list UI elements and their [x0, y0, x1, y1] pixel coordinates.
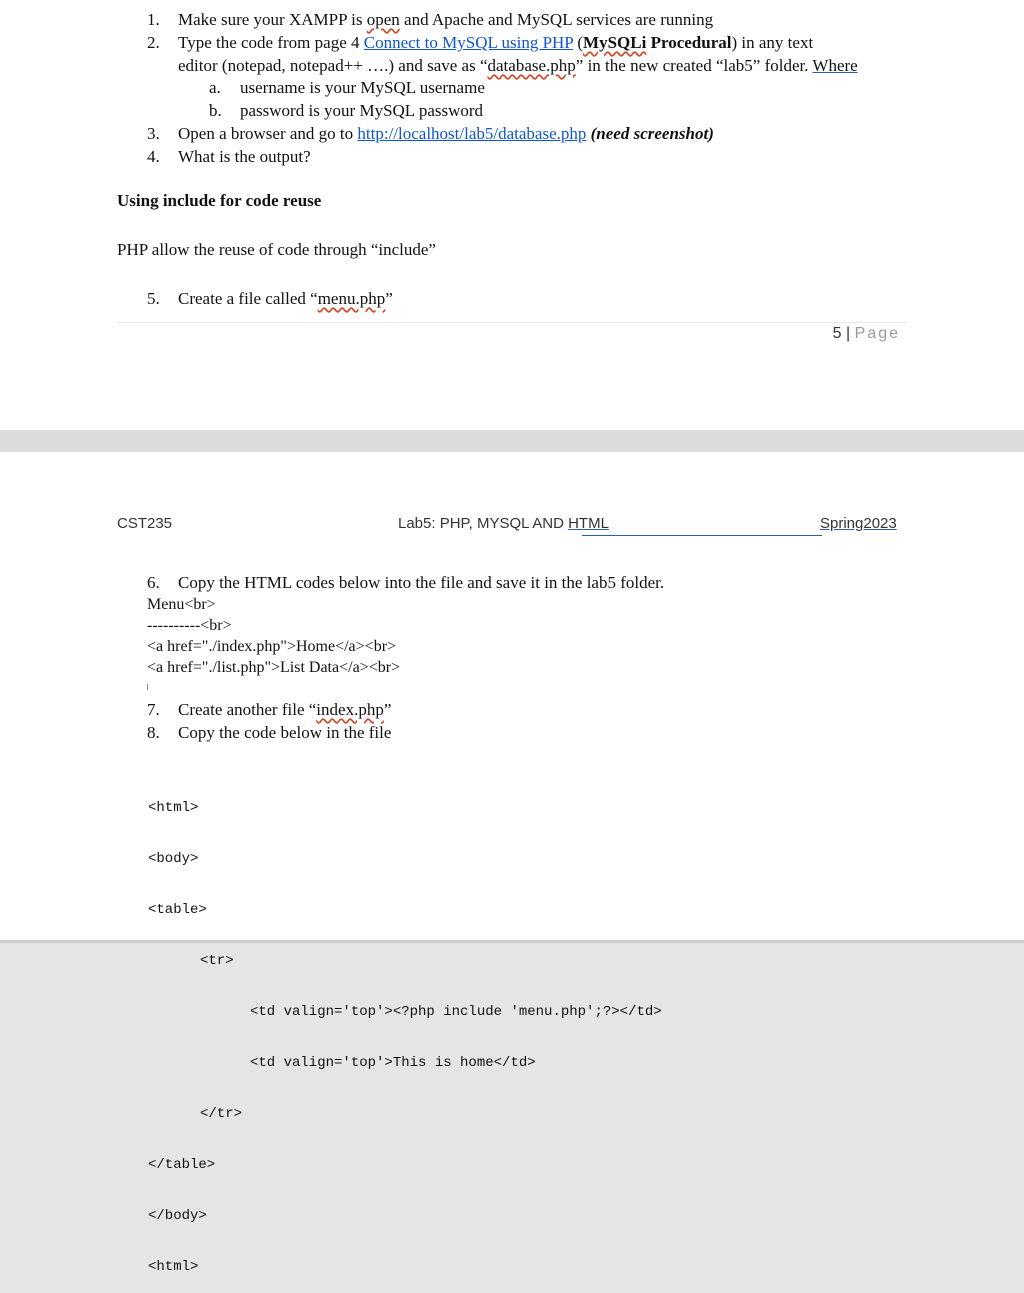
sub-step-a-text: username is your MySQL username	[240, 78, 485, 97]
step-3-text: Open a browser and go to http://localhost/lab5/database.php (need screenshot)	[178, 124, 714, 143]
sub-step-b-text: password is your MySQL password	[240, 101, 484, 120]
code-line: <body>	[148, 851, 199, 867]
code-line: <tr>	[200, 953, 234, 969]
header-lab-title: Lab5: PHP, MYSQL AND HTML	[398, 515, 609, 532]
step-number: 5.	[147, 289, 160, 308]
code-line: <a href="./index.php">Home</a><br>	[147, 638, 397, 655]
page-number-footer: 5 | Page	[832, 325, 900, 342]
step-number: 2.	[147, 33, 160, 52]
step-number: 1.	[147, 10, 160, 29]
section-heading: Using include for code reuse	[117, 191, 322, 210]
page-gap	[0, 430, 1024, 452]
step-5-text: Create a file called “menu.php”	[178, 289, 393, 308]
code-line: </table>	[148, 1157, 216, 1173]
footer-divider	[117, 322, 907, 323]
step-number: 7.	[147, 700, 160, 719]
code-line: </tr>	[200, 1106, 243, 1122]
step-number: 8.	[147, 723, 160, 742]
code-line: <html>	[148, 800, 199, 816]
section-intro: PHP allow the reuse of code through “include”	[117, 240, 436, 259]
code-line: </body>	[148, 1208, 207, 1224]
step-8-text: Copy the code below in the file	[178, 723, 392, 742]
step-number: 3.	[147, 124, 160, 143]
header-term: Spring2023	[820, 515, 897, 532]
sub-step-letter: b.	[209, 101, 222, 120]
code-line: <html>	[148, 1259, 199, 1275]
step-6-text: Copy the HTML codes below into the file and save it in the lab5 folder.	[178, 573, 665, 592]
step-1-text: Make sure your XAMPP is open and Apache and MySQL services are running	[178, 10, 714, 29]
code-line: <td valign='top'>This is home</td>	[250, 1055, 536, 1071]
header-course-code: CST235	[117, 515, 173, 532]
index-code-block	[148, 766, 662, 1293]
header-underline	[582, 535, 822, 536]
code-line: ----------<br>	[147, 617, 232, 634]
code-line: <table>	[148, 902, 207, 918]
step-4-text: What is the output?	[178, 147, 311, 166]
code-line: <td valign='top'><?php include 'menu.php';?></td>	[250, 1004, 662, 1020]
step-number: 4.	[147, 147, 160, 166]
step-number: 6.	[147, 573, 160, 592]
document-page-5	[0, 0, 1024, 430]
code-line: <a href="./list.php">List Data</a><br>	[147, 659, 401, 676]
code-line: Menu<br>	[147, 596, 216, 613]
connect-mysql-link[interactable]: Connect to MySQL using PHP	[363, 33, 574, 52]
step-7-text: Create another file “index.php”	[178, 700, 392, 719]
sub-step-letter: a.	[209, 78, 221, 97]
text-cursor	[147, 684, 148, 690]
step-2-text: Type the code from page 4 Connect to MySQL using PHP (MySQLi Procedural) in any text	[178, 33, 814, 52]
menu-code-block	[147, 594, 400, 678]
localhost-database-link[interactable]: http://localhost/lab5/database.php	[357, 124, 587, 143]
step-2-continuation: editor (notepad, notepad++ ….) and save as “database.php” in the new created “lab5” folder. Where	[178, 56, 858, 75]
